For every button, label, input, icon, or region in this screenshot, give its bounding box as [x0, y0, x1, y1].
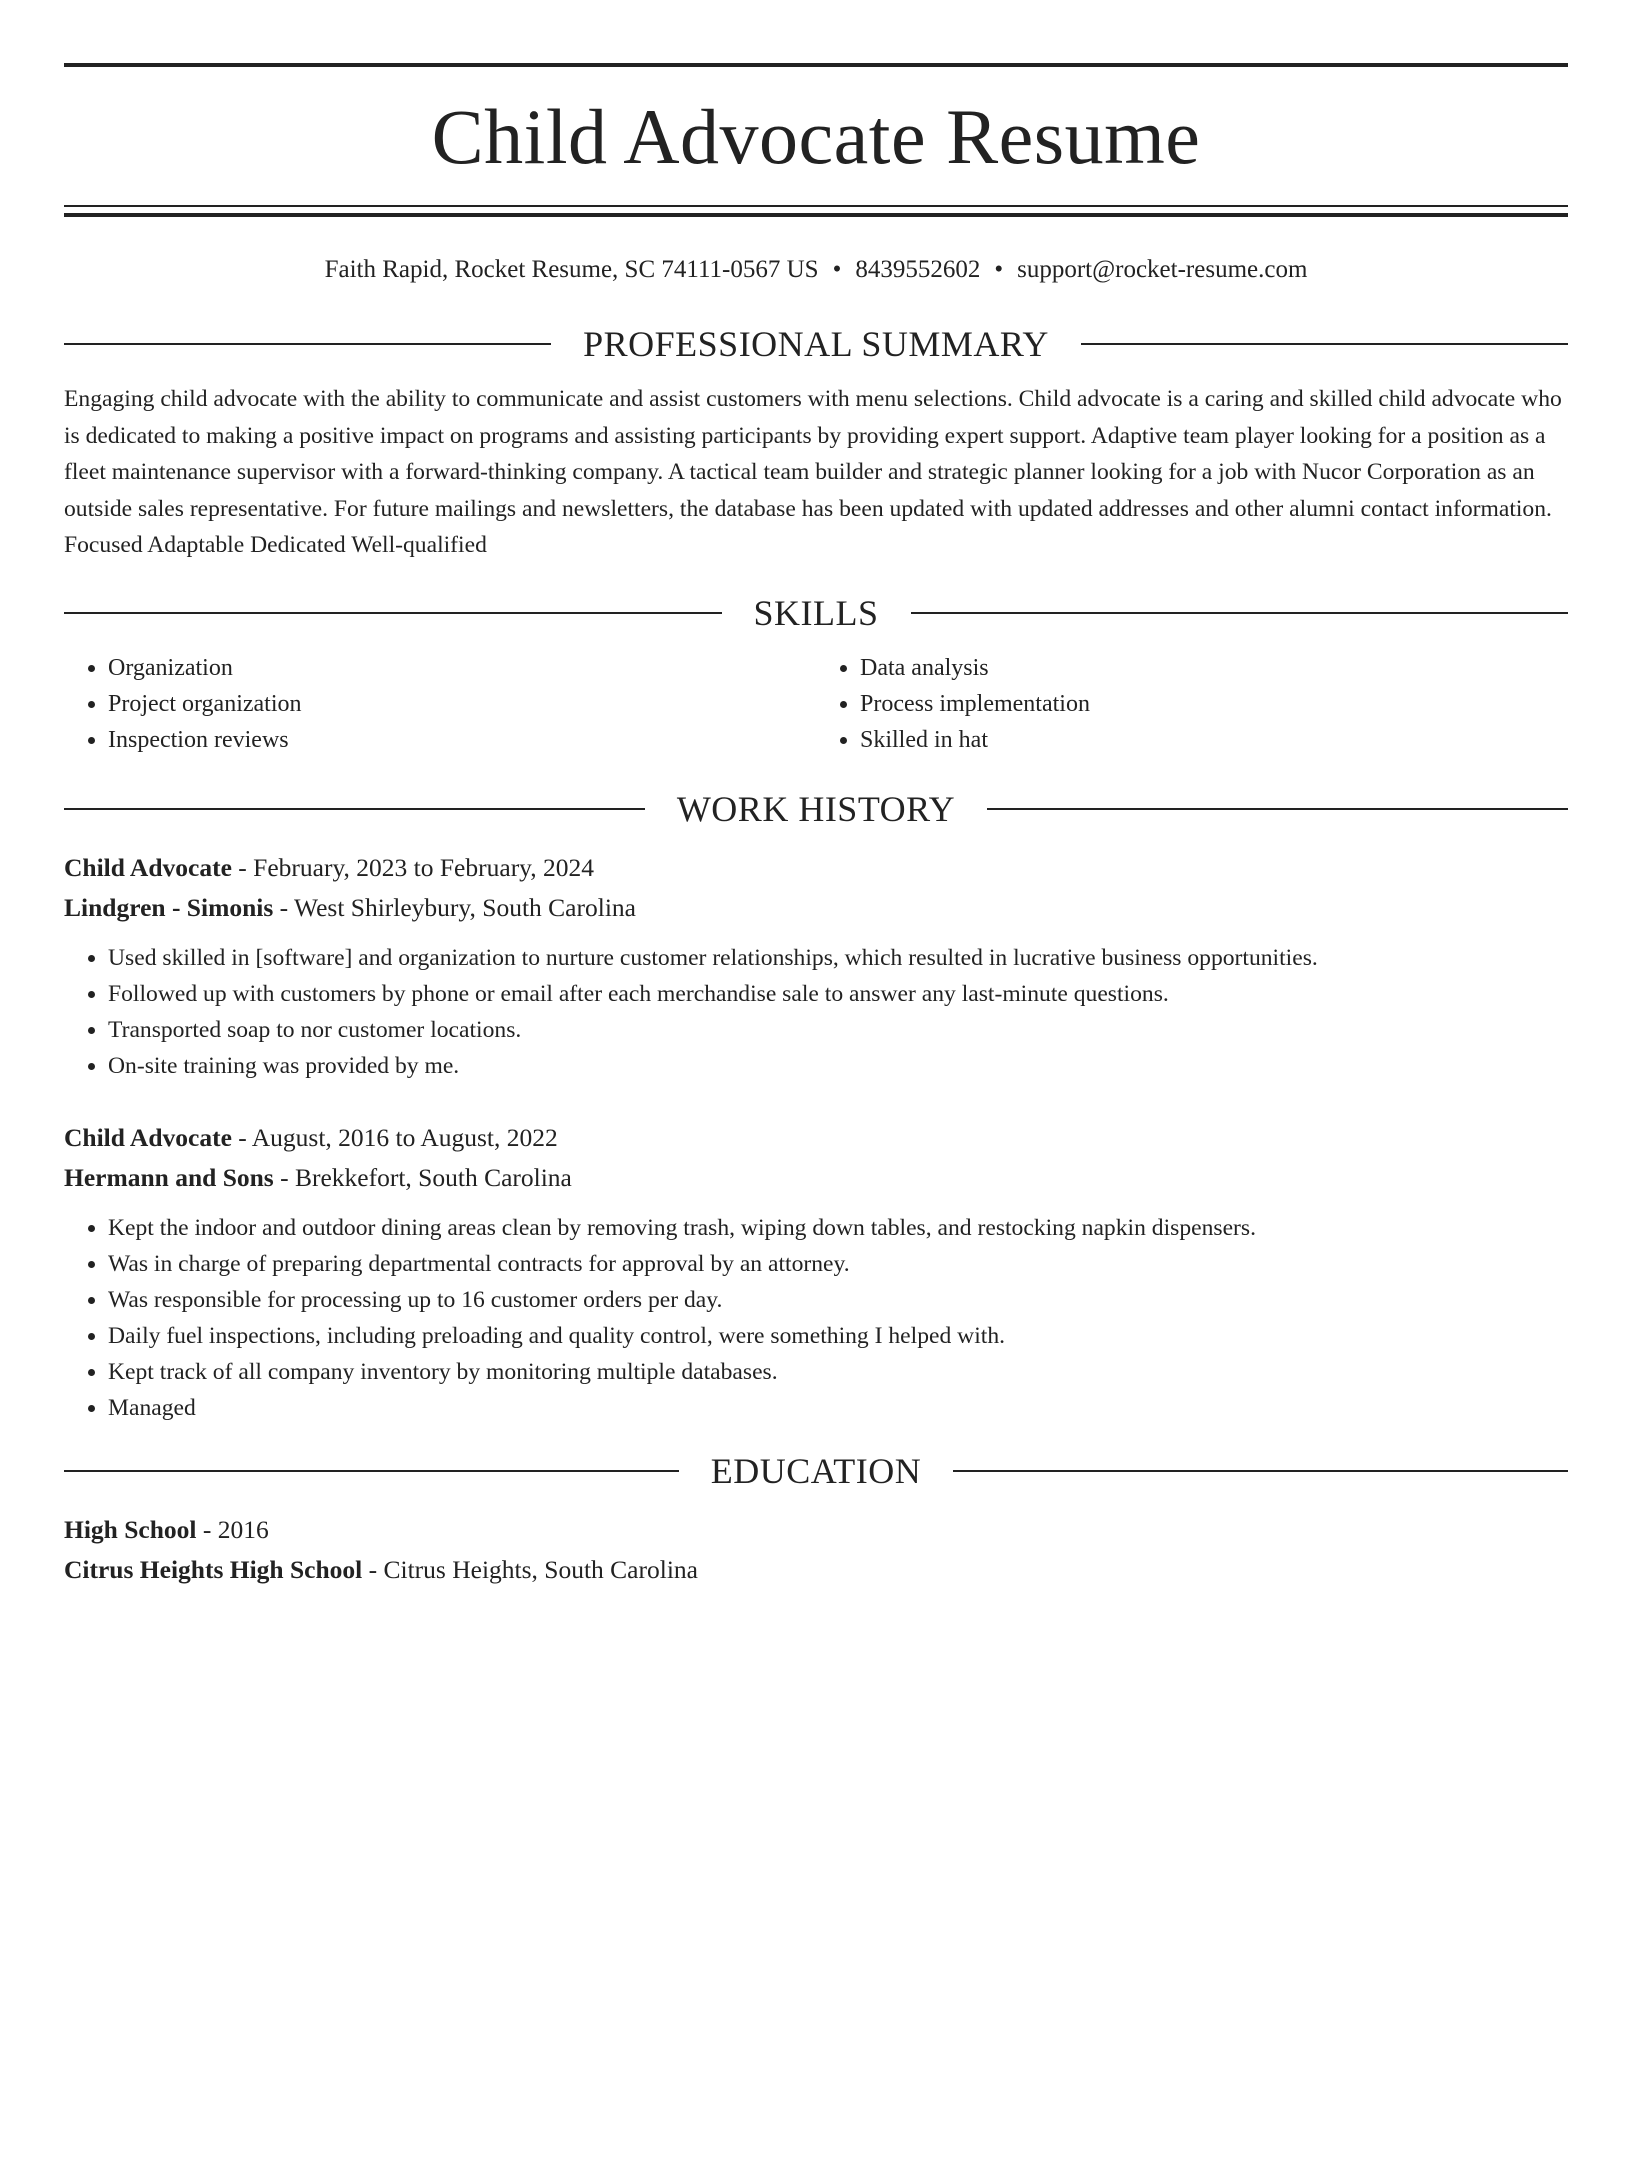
- summary-text: Engaging child advocate with the ability to communicate and assist customers with menu selections. Child advocate is a caring and skilled child advocate who is dedicated to making a positive impact on programs and assisting participants by providing expert support. Adaptive team player looking for a position as a fleet maintenance supervisor with a forward-thinking company. A tactical team builder and strategic planner looking for a job with Nucor Corporation as an outside sales representative. For future mailings and newsletters, the database has been updated with updated addresses and other alumni contact information. Focused Adaptable Dedicated Well-qualified: [64, 386, 1562, 558]
- education-heading: EDUCATION: [710, 1450, 922, 1491]
- section-rule-left: [64, 808, 645, 810]
- resume-page: [0, 63, 1632, 2175]
- page-title: Child Advocate Resume: [431, 93, 1201, 180]
- job-bullet: • Was in charge of preparing departmental contracts for approval by an attorney.: [108, 1246, 1568, 1282]
- job-location: - Brekkefort, South Carolina: [273, 1162, 572, 1192]
- work-heading: WORK HISTORY: [676, 788, 956, 829]
- job-bullet: • On-site training was provided by me.: [108, 1048, 1568, 1084]
- contact-separator: •: [832, 256, 842, 283]
- section-rule-right: [953, 1470, 1568, 1472]
- job-dates: - February, 2023 to February, 2024: [231, 852, 595, 882]
- job-location: - West Shirleybury, South Carolina: [273, 892, 636, 922]
- section-rule-left: [64, 1470, 679, 1472]
- skill-item: • Project organization: [108, 686, 816, 722]
- job-company-line: [64, 1158, 1568, 1198]
- education-location: - Citrus Heights, South Carolina: [362, 1554, 698, 1584]
- job-entry: [64, 1118, 1568, 1426]
- education-school: Citrus Heights High School: [64, 1554, 363, 1584]
- contact-line: [64, 253, 1568, 287]
- section-rule-right: [987, 808, 1568, 810]
- contact-address: Faith Rapid, Rocket Resume, SC 74111-0567 US: [324, 256, 819, 283]
- education-year: - 2016: [196, 1514, 269, 1544]
- title-double-rule: [64, 205, 1568, 217]
- job-company: Hermann and Sons: [64, 1162, 274, 1192]
- job-company-line: [64, 888, 1568, 928]
- summary-heading: PROFESSIONAL SUMMARY: [583, 324, 1049, 364]
- job-bullets: [64, 1210, 1568, 1426]
- summary-section-header: [64, 321, 1568, 367]
- job-bullet: • Followed up with customers by phone or email after each merchandise sale to answer any last-minute questions.: [108, 976, 1568, 1012]
- job-entry: [64, 848, 1568, 1084]
- skill-item: • Data analysis: [860, 650, 1568, 686]
- education-degree: High School: [64, 1514, 197, 1544]
- job-role: Child Advocate: [64, 1122, 232, 1152]
- job-title-line: [64, 1118, 1568, 1158]
- skill-item: • Inspection reviews: [108, 722, 816, 758]
- education-degree-line: [64, 1510, 1568, 1550]
- job-title-line: [64, 848, 1568, 888]
- job-bullet: • Managed: [108, 1390, 1568, 1426]
- skills-heading: SKILLS: [753, 592, 879, 633]
- skill-item: • Skilled in hat: [860, 722, 1568, 758]
- skills-column-left: [64, 650, 816, 758]
- contact-email: support@rocket-resume.com: [1017, 256, 1308, 283]
- job-bullet: • Daily fuel inspections, including preloading and quality control, were something I helped with.: [108, 1318, 1568, 1354]
- job-bullet: • Used skilled in [software] and organization to nurture customer relationships, which resulted in lucrative business opportunities.: [108, 940, 1568, 976]
- job-dates: - August, 2016 to August, 2022: [231, 1122, 558, 1152]
- education-section-header: [64, 1448, 1568, 1494]
- job-company: Lindgren - Simonis: [64, 892, 274, 922]
- section-rule-right: [911, 612, 1569, 614]
- skills-section-header: [64, 590, 1568, 636]
- top-rule: [64, 63, 1568, 67]
- job-bullets: [64, 940, 1568, 1084]
- contact-separator: •: [994, 256, 1004, 283]
- section-rule-right: [1081, 343, 1568, 345]
- education-school-line: [64, 1550, 1568, 1590]
- job-bullet: • Transported soap to nor customer locations.: [108, 1012, 1568, 1048]
- contact-phone: 8439552602: [855, 256, 981, 283]
- job-bullet: • Was responsible for processing up to 16 customer orders per day.: [108, 1282, 1568, 1318]
- skills-list: [64, 650, 1568, 758]
- section-rule-left: [64, 343, 551, 345]
- skill-item: • Process implementation: [860, 686, 1568, 722]
- job-bullet: • Kept track of all company inventory by monitoring multiple databases.: [108, 1354, 1568, 1390]
- skills-column-right: [816, 650, 1568, 758]
- section-rule-left: [64, 612, 722, 614]
- job-bullet: • Kept the indoor and outdoor dining areas clean by removing trash, wiping down tables, and restocking napkin dispensers.: [108, 1210, 1568, 1246]
- education-entry: [64, 1510, 1568, 1590]
- job-role: Child Advocate: [64, 852, 232, 882]
- skill-item: • Organization: [108, 650, 816, 686]
- work-section-header: [64, 786, 1568, 832]
